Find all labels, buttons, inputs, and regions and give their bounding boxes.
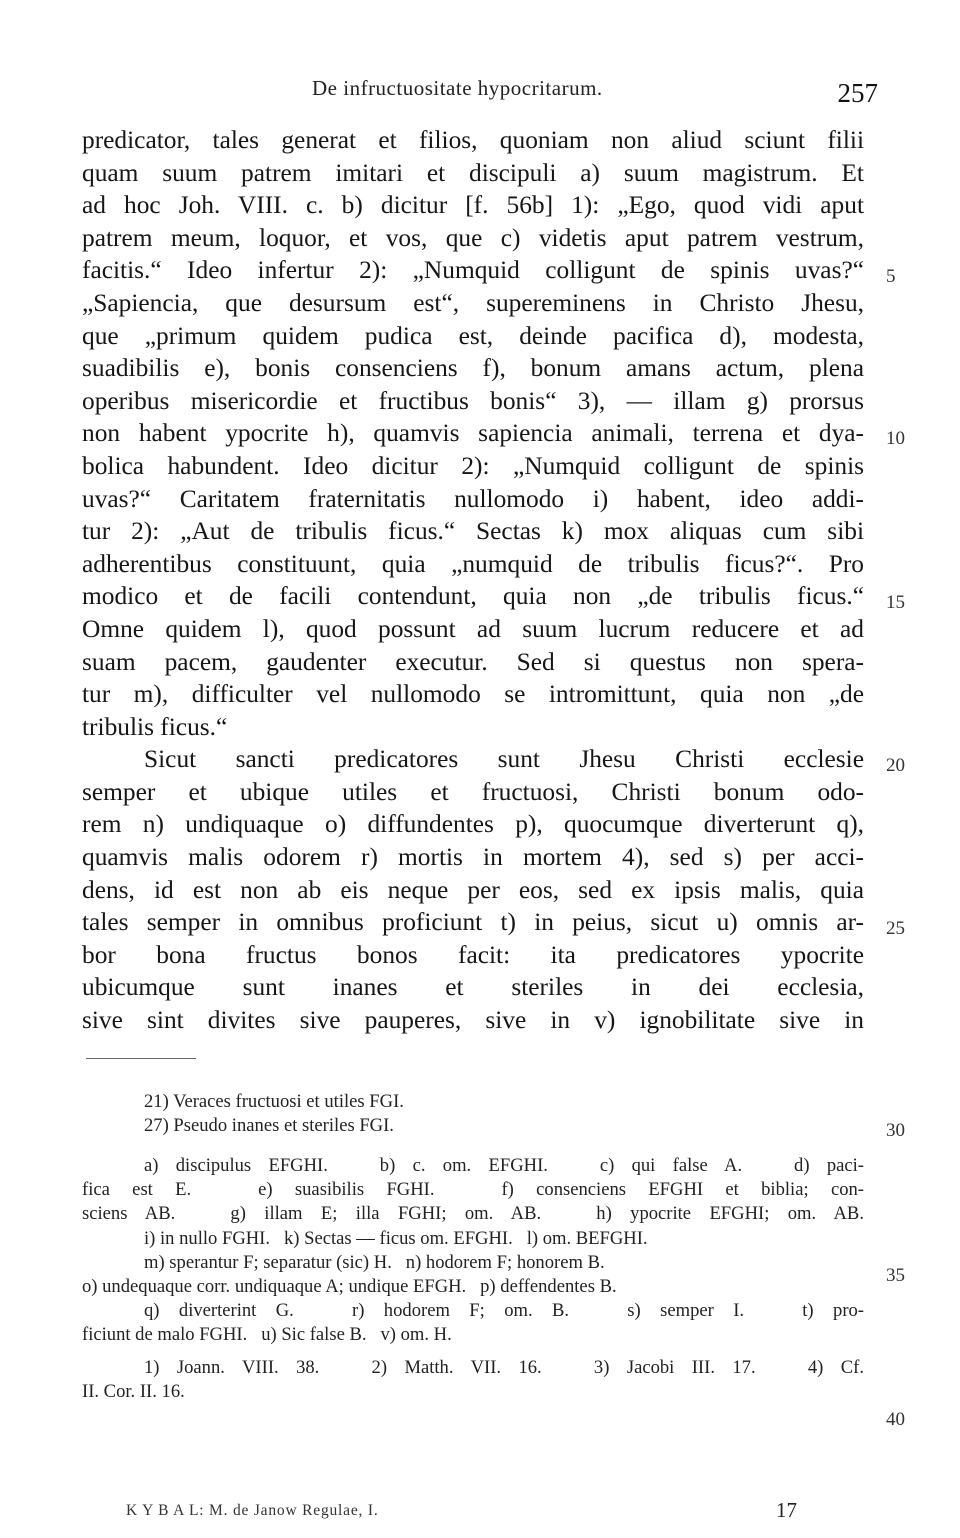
page-number: 257 xyxy=(837,78,878,108)
source-line: 1) Joann. VIII. 38. 2) Matth. VII. 16. 3) Jacobi III. 17. 4) Cf. xyxy=(144,1357,864,1378)
line-number: 30 xyxy=(886,1120,905,1141)
apparatus-line: ficiunt de malo FGHI. u) Sic false B. v) om. H. xyxy=(82,1324,452,1346)
line-number: 35 xyxy=(886,1265,905,1286)
text-line: suadibilis e), bonis consenciens f), bonum amans actum, plena xyxy=(82,354,864,383)
text-line: ad hoc Joh. VIII. c. b) dicitur [f. 56b] 1): „Ego, quod vidi aput xyxy=(82,191,864,220)
text-line: tales semper in omnibus proficiunt t) in peius, sicut u) omnis ar- xyxy=(82,908,864,937)
text-line: rem n) undiquaque o) diffundentes p), quocumque diverterunt q), xyxy=(82,810,864,839)
line-number: 5 xyxy=(886,266,896,287)
text-line: „Sapiencia, que desursum est“, supereminens in Christo Jhesu, xyxy=(82,288,864,317)
page-footer xyxy=(126,1498,846,1528)
source-line: II. Cor. II. 16. xyxy=(82,1381,185,1403)
text-line: que „primum quidem pudica est, deinde pacifica d), modesta, xyxy=(82,321,864,350)
line-number: 40 xyxy=(886,1409,905,1430)
variant-notes xyxy=(82,1090,864,1138)
line-number: 20 xyxy=(886,755,905,776)
text-line: ubicumque sunt inanes et steriles in dei ecclesia, xyxy=(82,973,864,1002)
text-line: tribulis ficus.“ xyxy=(82,712,228,741)
sheet-number: 17 xyxy=(776,1498,797,1522)
text-line: patrem meum, loquor, et vos, que c) videtis aput patrem vestrum, xyxy=(82,223,864,252)
apparatus-line: fica est E. e) suasibilis FGHI. f) consenciens EFGHI et biblia; con- xyxy=(82,1179,864,1201)
text-line: bolica habundent. Ideo dicitur 2): „Numquid colligunt de spinis xyxy=(82,451,864,480)
main-text xyxy=(82,124,864,1037)
apparatus-line: a) discipulus EFGHI. b) c. om. EFGHI. c) qui false A. d) paci- xyxy=(144,1155,864,1176)
variant-note: 21) Veraces fructuosi et utiles FGI. xyxy=(144,1091,404,1112)
apparatus-line: i) in nullo FGHI. k) Sectas — ficus om. EFGHI. l) om. BEFGHI. xyxy=(144,1227,648,1249)
text-line: tur m), difficulter vel nullomodo se intromittunt, quia non „de xyxy=(82,680,864,709)
text-line: Sicut sancti predicatores sunt Jhesu Christi ecclesie xyxy=(144,745,864,774)
text-line: uvas?“ Caritatem fraternitatis nullomodo i) habent, ideo addi- xyxy=(82,484,864,513)
running-title: De infructuositate hypocritarum. xyxy=(312,76,603,100)
text-line: non habent ypocrite h), quamvis sapiencia animali, terrena et dya- xyxy=(82,419,864,448)
apparatus-line: q) diverterint G. r) hodorem F; om. B. s) semper I. t) pro- xyxy=(144,1300,864,1322)
variant-note: 27) Pseudo inanes et steriles FGI. xyxy=(144,1115,394,1137)
text-line: adherentibus constituunt, quia „numquid de tribulis ficus?“. Pro xyxy=(82,549,864,578)
line-number: 15 xyxy=(886,592,905,613)
apparatus-line: sciens AB. g) illam E; illa FGHI; om. AB. h) ypocrite EFGHI; om. AB. xyxy=(82,1203,864,1225)
line-number: 25 xyxy=(886,918,905,939)
footnote-separator xyxy=(86,1058,196,1059)
text-line: semper et ubique utiles et fructuosi, Christi bonum odo- xyxy=(82,777,864,806)
text-line: suam pacem, gaudenter executur. Sed si questus non spera- xyxy=(82,647,864,676)
critical-apparatus xyxy=(82,1154,864,1348)
line-number: 10 xyxy=(886,428,905,449)
text-line: quam suum patrem imitari et discipuli a) suum magistrum. Et xyxy=(82,158,864,187)
text-line: bor bona fructus bonos facit: ita predicatores ypocrite xyxy=(82,940,864,969)
signature-mark: K Y B A L: M. de Janow Regulae, I. xyxy=(126,1502,379,1519)
text-line: operibus misericordie et fructibus bonis“ 3), — illam g) prorsus xyxy=(82,386,864,415)
text-line: quamvis malis odorem r) mortis in mortem 4), sed s) per acci- xyxy=(82,843,864,872)
text-line: dens, id est non ab eis neque per eos, sed ex ipsis malis, quia xyxy=(82,875,864,904)
text-line: tur 2): „Aut de tribulis ficus.“ Sectas k) mox aliquas cum sibi xyxy=(82,517,864,546)
text-line: sive sint divites sive pauperes, sive in v) ignobilitate sive in xyxy=(82,1006,864,1035)
source-references xyxy=(82,1356,864,1404)
text-line: Omne quidem l), quod possunt ad suum lucrum reducere et ad xyxy=(82,614,864,643)
text-line: modico et de facili contendunt, quia non „de tribulis ficus.“ xyxy=(82,582,864,611)
text-line: predicator, tales generat et filios, quoniam non aliud sciunt filii xyxy=(82,126,864,154)
apparatus-line: m) sperantur F; separatur (sic) H. n) hodorem F; honorem B. xyxy=(144,1251,605,1273)
page-header xyxy=(82,72,878,112)
apparatus-line: o) undequaque corr. undiquaque A; undique EFGH. p) deffendentes B. xyxy=(82,1275,617,1297)
text-line: facitis.“ Ideo infertur 2): „Numquid colligunt de spinis uvas?“ xyxy=(82,256,864,285)
